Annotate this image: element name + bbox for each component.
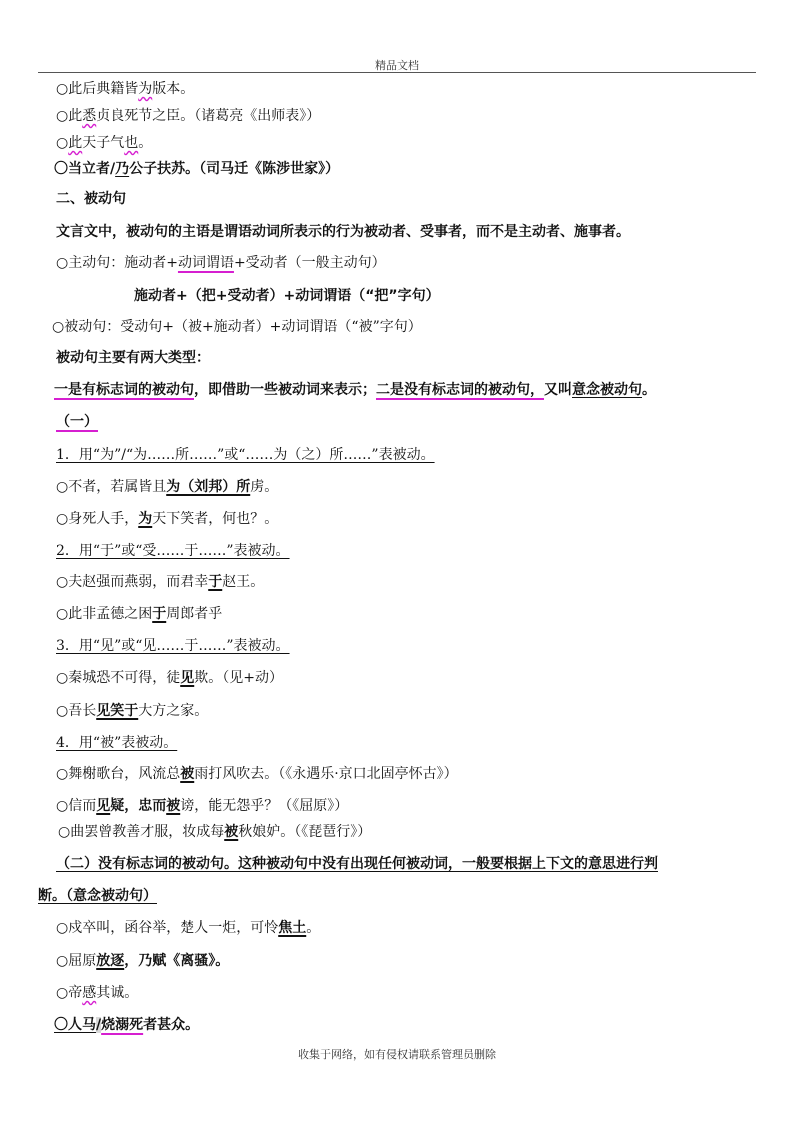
text: 谤，能无怨乎？（《屈原》）	[180, 798, 349, 814]
header-divider	[38, 72, 756, 73]
example-line	[56, 509, 794, 529]
example-line	[56, 701, 794, 721]
section-heading	[56, 189, 794, 209]
marked-word: 此	[68, 135, 83, 151]
text: ○吾长	[56, 703, 97, 719]
text: ○主动句：施动者+	[56, 255, 178, 271]
marked-word: 烧溺死	[101, 1017, 144, 1033]
marked-word: 于	[152, 606, 167, 622]
text: 者甚众。	[143, 1017, 200, 1033]
example-line	[56, 764, 794, 784]
text: +受动者（一般主动句）	[233, 255, 386, 271]
marked-word: 悉	[82, 108, 97, 124]
example-line	[56, 106, 794, 126]
paragraph	[54, 380, 794, 400]
marked-word: 也	[124, 135, 139, 151]
text: （二）没有标志词的被动句。这种被动句中没有出现任何被动词，一般要根据上下文的意思进行判	[56, 856, 658, 872]
subsection-heading	[56, 854, 794, 874]
example-line	[58, 822, 794, 842]
text: ○此后典籍皆	[56, 81, 139, 97]
text: ○不者，若属皆且	[56, 479, 167, 495]
text: 公子扶苏。（司马迁《陈涉世家》）	[129, 161, 340, 177]
text: ○被动句：受动句+（被+施动者）+动词谓语（“被”字句）	[52, 319, 422, 335]
text: 天下笑者，何也？。	[152, 511, 279, 527]
example-line	[56, 572, 794, 592]
text: 欺。（见+动）	[194, 670, 283, 686]
formula-line	[56, 253, 794, 273]
text: ，乃赋《离骚》。	[124, 953, 230, 969]
marked-word: 被	[224, 824, 239, 840]
marked-word: 为	[138, 81, 153, 97]
example-line	[56, 133, 794, 153]
example-line	[56, 668, 794, 688]
text: ○舞榭歌台，风流总	[56, 766, 181, 782]
page-footer: 收集于网络，如有侵权请联系管理员删除	[298, 1048, 496, 1061]
text: ○戍卒叫，函谷举，楚人一炬，可怜	[56, 920, 279, 936]
text: 施动者+（把+受动者）+动词谓语（“把”字句）	[134, 288, 440, 304]
example-line	[56, 951, 794, 971]
marked-word: 〇人马	[54, 1017, 96, 1033]
rule-heading	[56, 541, 794, 561]
text: ，即借助一些被动词来表示；	[194, 382, 376, 398]
text: 被动句主要有两大类型：	[56, 350, 210, 366]
text: 。	[642, 382, 656, 398]
text: 又叫	[544, 382, 572, 398]
page-header: 精品文档	[375, 59, 419, 72]
paragraph	[56, 348, 794, 368]
marked-word: 被	[166, 798, 181, 814]
slash-mark: /	[96, 1017, 102, 1033]
text: ○秦城恐不可得，徒	[56, 670, 181, 686]
text: 。	[306, 920, 321, 936]
marked-word: 见	[96, 798, 111, 814]
rule-heading	[56, 733, 794, 753]
marked-phrase: 一是有标志词的被动句	[54, 382, 194, 398]
formula-line	[52, 317, 794, 337]
text: ○此非孟德之困	[56, 606, 153, 622]
text: ○屈原	[56, 953, 97, 969]
text: 疑，忠而	[110, 798, 167, 814]
text: ○身死人手，	[56, 511, 139, 527]
text: 赵王。	[222, 574, 265, 590]
marked-word: 动词谓语	[177, 255, 234, 271]
text: ○此	[56, 108, 83, 124]
marked-word: 感	[82, 985, 97, 1001]
text: 大方之家。	[138, 703, 209, 719]
example-line	[56, 918, 794, 938]
text: ○信而	[56, 798, 97, 814]
marked-word: 见	[180, 670, 195, 686]
text: 版本。	[152, 81, 195, 97]
text: 天子气	[82, 135, 125, 151]
text: 3．用“见”或“见……于……”表被动。	[56, 638, 290, 654]
example-line	[56, 796, 794, 816]
formula-line	[134, 286, 794, 306]
text: 秋娘妒。（《琵琶行》）	[238, 824, 372, 840]
text: ○	[56, 135, 69, 151]
marked-word: 见笑于	[96, 703, 139, 719]
text: 周郎者乎	[166, 606, 223, 622]
text: 雨打风吹去。（《永遇乐·京口北固亭怀古》）	[194, 766, 458, 782]
text: 断。（意念被动句）	[38, 888, 157, 904]
marked-phrase: 意念被动句	[572, 382, 642, 398]
text: 〇当立者/	[54, 161, 116, 177]
example-line	[56, 604, 794, 624]
marked-word: 为（刘邦）所	[166, 479, 251, 495]
text: 虏。	[250, 479, 279, 495]
subsection-heading	[56, 412, 794, 432]
marked-word: 于	[208, 574, 223, 590]
marked-phrase: （一）	[56, 414, 98, 430]
marked-word: 放逐	[96, 953, 125, 969]
text: 其诚。	[96, 985, 139, 1001]
text: 文言文中，被动句的主语是谓语动词所表示的行为被动者、受事者，而不是主动者、施事者。	[56, 224, 630, 240]
example-line	[56, 477, 794, 497]
text: 贞良死节之臣。（诸葛亮《出师表》）	[96, 108, 321, 124]
example-line	[54, 1015, 794, 1035]
example-line	[54, 159, 794, 179]
text: 4．用“被”表被动。	[56, 735, 178, 751]
paragraph	[56, 222, 794, 242]
marked-phrase: 二是没有标志词的被动句，	[376, 382, 544, 398]
text: 。	[138, 135, 153, 151]
rule-heading	[56, 636, 794, 656]
marked-word: 乃	[115, 161, 130, 177]
example-line	[56, 983, 794, 1003]
subsection-heading-continued	[38, 886, 794, 906]
marked-word: 被	[180, 766, 195, 782]
rule-heading	[56, 445, 794, 465]
text: ○曲罢曾教善才服，妆成每	[58, 824, 225, 840]
text: ○夫赵强而燕弱，而君幸	[56, 574, 209, 590]
text: ○帝	[56, 985, 83, 1001]
example-line	[56, 79, 794, 99]
text: 2．用“于”或“受……于……”表被动。	[56, 543, 290, 559]
text: 二、被动句	[56, 191, 126, 207]
text: 1．用“为”/“为……所……”或“……为（之）所……”表被动。	[56, 447, 435, 463]
marked-word: 为	[138, 511, 153, 527]
marked-word: 焦土	[278, 920, 307, 936]
